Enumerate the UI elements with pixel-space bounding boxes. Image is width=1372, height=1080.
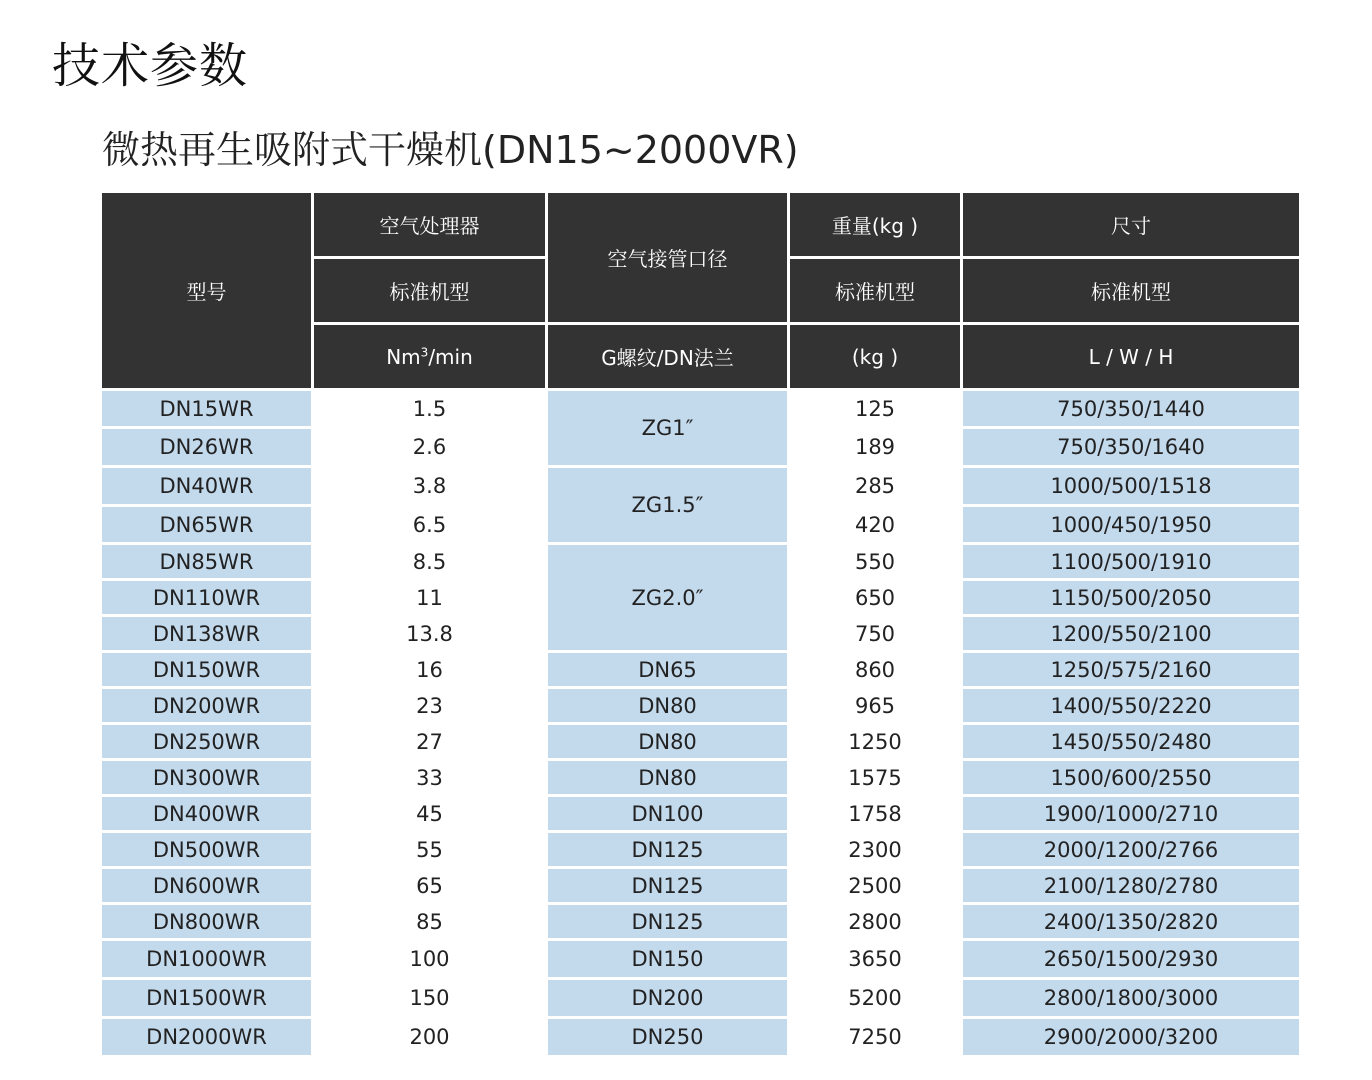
cell-pipe: ZG1.5″ [548,468,787,542]
cell-pipe: DN200 [548,980,787,1016]
cell-pipe: ZG2.0″ [548,545,787,650]
cell-model: DN15WR [102,391,311,426]
cell-flow: 11 [314,581,545,614]
cell-weight: 2500 [790,869,960,902]
table-row [102,545,1299,578]
cell-size: 2650/1500/2930 [963,941,1299,977]
cell-model: DN2000WR [102,1019,311,1055]
cell-weight: 860 [790,653,960,686]
header-model: 型号 [102,193,311,388]
header-flow-unit [314,325,545,388]
table-row [102,689,1299,722]
cell-flow: 16 [314,653,545,686]
table-row [102,391,1299,426]
cell-size: 1100/500/1910 [963,545,1299,578]
cell-model: DN400WR [102,797,311,830]
cell-flow: 23 [314,689,545,722]
table-row [102,833,1299,866]
header-weight-unit: (kg ) [790,325,960,388]
cell-size: 750/350/1640 [963,429,1299,465]
cell-pipe: DN80 [548,725,787,758]
cell-weight: 1758 [790,797,960,830]
cell-pipe: ZG1″ [548,391,787,465]
table-row [102,653,1299,686]
header-pipe-diameter: 空气接管口径 [548,193,787,322]
cell-size: 2900/2000/3200 [963,1019,1299,1055]
cell-pipe: DN65 [548,653,787,686]
cell-weight: 2300 [790,833,960,866]
cell-weight: 3650 [790,941,960,977]
cell-size: 1450/550/2480 [963,725,1299,758]
cell-size: 1500/600/2550 [963,761,1299,794]
cell-pipe: DN250 [548,1019,787,1055]
page-title: 技术参数 [52,38,249,94]
cell-size: 1900/1000/2710 [963,797,1299,830]
header-standard-model: 标准机型 [963,259,1299,322]
cell-weight: 125 [790,391,960,426]
cell-size: 2100/1280/2780 [963,869,1299,902]
cell-flow: 13.8 [314,617,545,650]
cell-pipe: DN80 [548,689,787,722]
cell-flow: 65 [314,869,545,902]
cell-size: 1400/550/2220 [963,689,1299,722]
cell-model: DN200WR [102,689,311,722]
product-subtitle: 微热再生吸附式干燥机(DN15~2000VR) [102,128,799,172]
table-row [102,468,1299,504]
cell-flow: 27 [314,725,545,758]
cell-size: 1000/500/1518 [963,468,1299,504]
cell-pipe: DN100 [548,797,787,830]
table-row [102,725,1299,758]
flow-unit-suffix: /min [428,344,473,369]
header-size-unit: L / W / H [963,325,1299,388]
cell-flow: 3.8 [314,468,545,504]
cell-size: 1250/575/2160 [963,653,1299,686]
cell-size: 2400/1350/2820 [963,905,1299,938]
cell-weight: 7250 [790,1019,960,1055]
cell-weight: 420 [790,507,960,542]
cell-model: DN600WR [102,869,311,902]
cell-model: DN110WR [102,581,311,614]
table-row [102,761,1299,794]
cell-weight: 965 [790,689,960,722]
header-pipe-unit: G螺纹/DN法兰 [548,325,787,388]
table-row [102,941,1299,977]
cell-flow: 2.6 [314,429,545,465]
cell-model: DN138WR [102,617,311,650]
cell-model: DN1000WR [102,941,311,977]
cell-flow: 150 [314,980,545,1016]
table-row [102,1019,1299,1055]
cell-weight: 285 [790,468,960,504]
flow-unit-sup: 3 [420,344,429,359]
cell-size: 1150/500/2050 [963,581,1299,614]
cell-pipe: DN125 [548,833,787,866]
cell-weight: 550 [790,545,960,578]
header-air-processor: 空气处理器 [314,193,545,256]
cell-pipe: DN80 [548,761,787,794]
cell-weight: 650 [790,581,960,614]
cell-flow: 200 [314,1019,545,1055]
cell-flow: 85 [314,905,545,938]
header-standard-model: 标准机型 [314,259,545,322]
cell-size: 750/350/1440 [963,391,1299,426]
cell-weight: 2800 [790,905,960,938]
header-weight: 重量(kg ) [790,193,960,256]
cell-flow: 8.5 [314,545,545,578]
cell-pipe: DN150 [548,941,787,977]
cell-flow: 1.5 [314,391,545,426]
cell-size: 1000/450/1950 [963,507,1299,542]
header-standard-model: 标准机型 [790,259,960,322]
cell-weight: 1575 [790,761,960,794]
table-row [102,869,1299,902]
table-row [102,797,1299,830]
cell-model: DN250WR [102,725,311,758]
header-size: 尺寸 [963,193,1299,256]
cell-size: 2800/1800/3000 [963,980,1299,1016]
table-row [102,905,1299,938]
cell-flow: 55 [314,833,545,866]
table-row [102,980,1299,1016]
cell-flow: 45 [314,797,545,830]
cell-size: 1200/550/2100 [963,617,1299,650]
cell-weight: 5200 [790,980,960,1016]
cell-model: DN40WR [102,468,311,504]
cell-model: DN800WR [102,905,311,938]
cell-model: DN1500WR [102,980,311,1016]
cell-model: DN300WR [102,761,311,794]
cell-weight: 750 [790,617,960,650]
cell-model: DN150WR [102,653,311,686]
cell-weight: 1250 [790,725,960,758]
cell-model: DN65WR [102,507,311,542]
cell-model: DN500WR [102,833,311,866]
cell-flow: 33 [314,761,545,794]
cell-flow: 6.5 [314,507,545,542]
cell-flow: 100 [314,941,545,977]
cell-pipe: DN125 [548,869,787,902]
cell-model: DN85WR [102,545,311,578]
flow-unit-prefix: Nm [386,344,421,369]
cell-pipe: DN125 [548,905,787,938]
cell-size: 2000/1200/2766 [963,833,1299,866]
spec-table [99,190,1302,1058]
cell-model: DN26WR [102,429,311,465]
cell-weight: 189 [790,429,960,465]
